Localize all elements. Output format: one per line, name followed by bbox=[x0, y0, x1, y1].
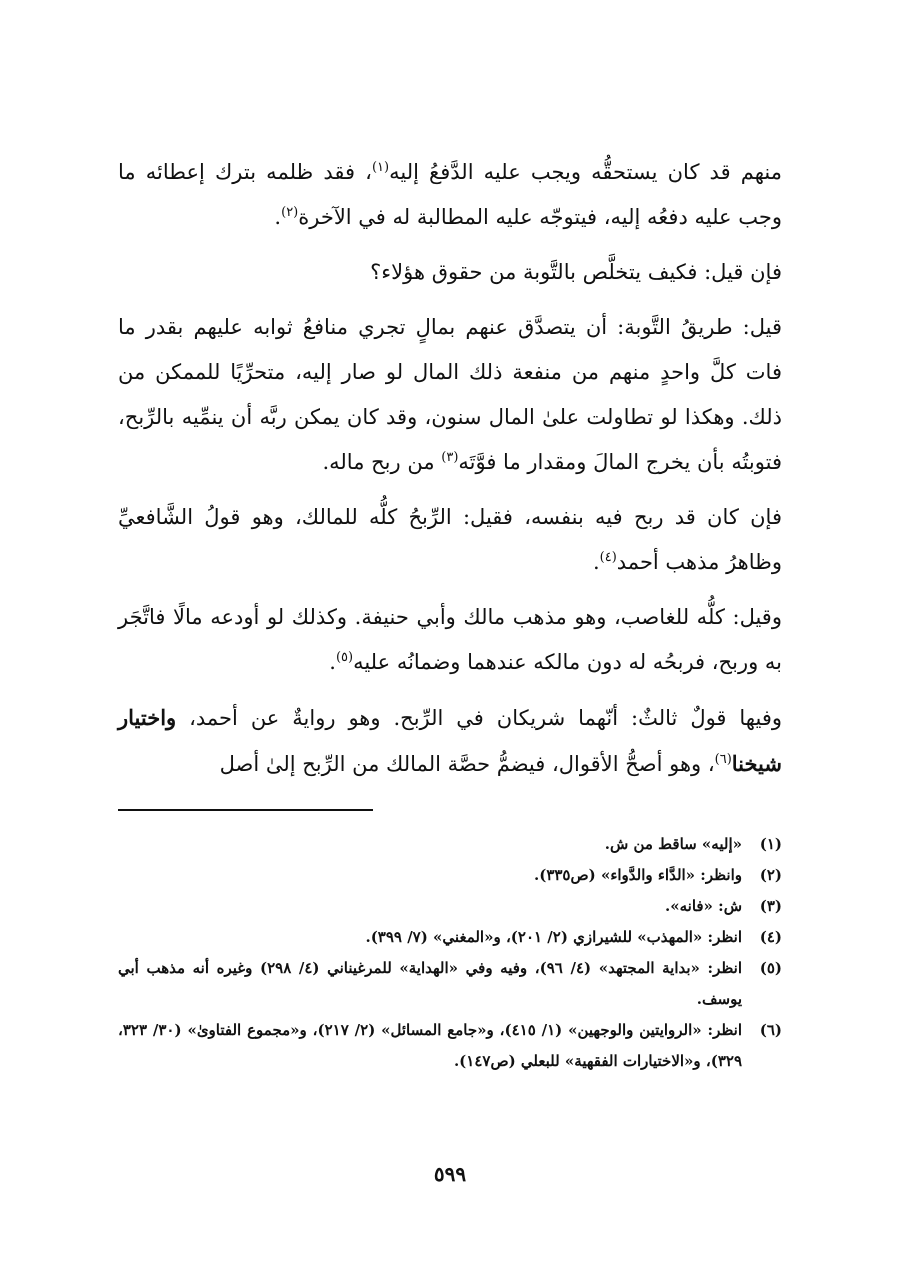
text-run: . bbox=[592, 550, 600, 574]
paragraph bbox=[118, 250, 782, 295]
footnote-ref: (٥) bbox=[335, 650, 354, 665]
footnote-number: (٣) bbox=[759, 897, 782, 915]
paragraph bbox=[118, 695, 782, 787]
text-run: وقيل: كلُّه للغاصب، وهو مذهب مالك وأبي حنيفة. وكذلك لو أودعه مالًا فاتَّجَر به وربح، فربحُه له دون مالكه عندهما وضمانُه عليه bbox=[118, 605, 782, 674]
footnote-number: (٢) bbox=[759, 866, 782, 884]
text-run: قيل: طريقُ التَّوبة: أن يتصدَّق عنهم بمالٍ تجري منافعُ ثوابه عليهم بقدر ما فات كلَّ واحدٍ منهم من منفعة ذلك المال لو صار إليه، متحرِّيًا للممكن من ذلك. وهكذا لو تطاولت علىٰ المال سنون، وقد كان يمكن ربَّه أن ينمِّيه بالرِّبح، فتوبتُه بأن يخرج المالَ ومقدار ما فوَّتَه bbox=[118, 315, 782, 474]
footnote bbox=[118, 953, 782, 1015]
paragraph bbox=[118, 150, 782, 240]
footnote bbox=[118, 891, 782, 922]
text-run: ، فقد ظلمه بترك إعطائه ما وجب عليه دفعُه إليه، فيتوجّه عليه المطالبة له في الآخرة bbox=[118, 160, 782, 229]
text-run: من ربح ماله. bbox=[322, 450, 442, 474]
footnote-number: (١) bbox=[759, 835, 782, 853]
footnote-text: انظر: «المهذب» للشيرازي (٢/ ٢٠١)، و«المغني» (٧/ ٣٩٩). bbox=[365, 928, 742, 946]
footnote-number: (٤) bbox=[759, 928, 782, 946]
text-run: . bbox=[329, 650, 336, 674]
footnote-ref: (٢) bbox=[281, 205, 299, 220]
text-run: واختيار شيخنا bbox=[118, 705, 782, 776]
footnote-divider bbox=[118, 809, 373, 811]
paragraph bbox=[118, 595, 782, 685]
footnote-number: (٦) bbox=[759, 1021, 782, 1039]
footnote-text: «إليه» ساقط من ش. bbox=[604, 835, 742, 853]
footnote-number: (٥) bbox=[759, 959, 782, 977]
page-number: ٥٩٩ bbox=[433, 1162, 467, 1186]
text-run: . bbox=[274, 205, 282, 229]
text-run: وفيها قولٌ ثالثٌ: أنّهما شريكان في الرِّبح. وهو روايةٌ عن أحمد، bbox=[176, 706, 782, 730]
footnote-ref: (٤) bbox=[599, 550, 617, 565]
footnote-ref: (٣) bbox=[441, 450, 459, 465]
footnote-text: ش: «فانه». bbox=[665, 897, 742, 915]
footnote bbox=[118, 860, 782, 891]
page-body bbox=[118, 150, 782, 1077]
text-run: فإن كان قد ربح فيه بنفسه، فقيل: الرِّبحُ كلُّه للمالك، وهو قولُ الشَّافعيِّ وظاهرُ مذهب أحمد bbox=[118, 505, 782, 574]
paragraph bbox=[118, 495, 782, 585]
paragraph bbox=[118, 305, 782, 485]
footnote bbox=[118, 829, 782, 860]
text-run: منهم قد كان يستحقُّه ويجب عليه الدَّفعُ إليه bbox=[389, 160, 782, 184]
footnote-text: انظر: «الروايتين والوجهين» (١/ ٤١٥)، و«جامع المسائل» (٢/ ٢١٧)، و«مجموع الفتاوىٰ» (٣٠/ ٣٢٣، ٣٢٩)، و«الاختيارات الفقهية» للبعلي (ص١٤٧). bbox=[118, 1021, 742, 1070]
footnote-text: وانظر: «الدَّاء والدَّواء» (ص٣٣٥). bbox=[533, 866, 742, 884]
main-text bbox=[118, 150, 782, 787]
text-run: فإن قيل: فكيف يتخلَّص بالتَّوبة من حقوق هؤلاء؟ bbox=[370, 260, 782, 284]
footnote-ref: (٦) bbox=[714, 752, 732, 767]
footnotes bbox=[118, 829, 782, 1077]
text-run: ، وهو أصحُّ الأقوال، فيضمُّ حصَّة المالك من الرِّبح إلىٰ أصل bbox=[219, 752, 715, 776]
footnote-ref: (١) bbox=[371, 160, 390, 175]
footnote-text: انظر: «بداية المجتهد» (٤/ ٩٦)، وفيه وفي «الهداية» للمرغيناني (٤/ ٢٩٨) وغيره أنه مذهب أبي يوسف. bbox=[118, 959, 742, 1008]
footnote bbox=[118, 1015, 782, 1077]
footnote bbox=[118, 922, 782, 953]
